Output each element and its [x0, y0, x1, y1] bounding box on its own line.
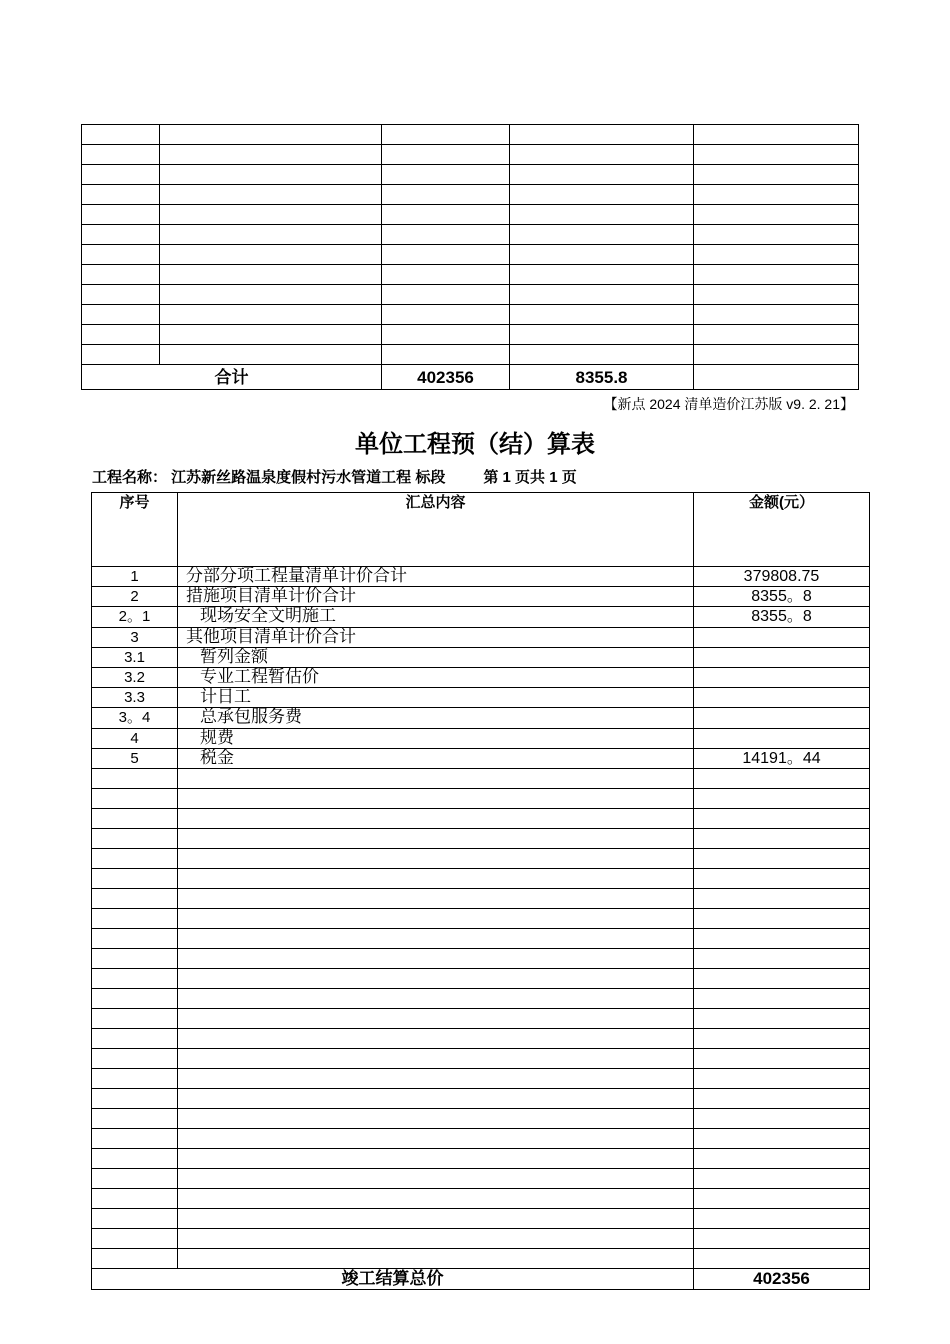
table-cell — [92, 1088, 178, 1108]
table-cell — [92, 908, 178, 928]
table-row — [92, 1188, 870, 1208]
table-cell — [694, 988, 870, 1008]
table-cell — [160, 245, 382, 265]
table-cell — [510, 285, 694, 305]
table-row — [82, 325, 859, 345]
table-cell — [382, 285, 510, 305]
table-cell — [382, 265, 510, 285]
table-row — [82, 185, 859, 205]
table-cell — [694, 145, 859, 165]
table-row — [92, 688, 870, 708]
table-cell — [694, 928, 870, 948]
table-cell — [178, 1248, 694, 1268]
table-cell — [178, 788, 694, 808]
table-cell — [510, 245, 694, 265]
table-cell — [178, 908, 694, 928]
table-row — [92, 888, 870, 908]
table-row — [92, 1028, 870, 1048]
grand-total-row — [92, 1268, 870, 1289]
row-no: 5 — [92, 748, 178, 768]
row-content: 分部分项工程量清单计价合计 — [178, 567, 694, 587]
table-cell — [178, 1068, 694, 1088]
row-content: 措施项目清单计价合计 — [178, 587, 694, 607]
table-cell — [382, 245, 510, 265]
table-cell — [92, 848, 178, 868]
table-cell — [160, 185, 382, 205]
table-cell — [694, 1008, 870, 1028]
table-row — [82, 345, 859, 365]
table-cell — [178, 928, 694, 948]
row-amount — [694, 627, 870, 647]
table-row — [82, 125, 859, 145]
table-row — [92, 828, 870, 848]
row-amount: 8355。8 — [694, 587, 870, 607]
table-row — [92, 1068, 870, 1088]
table-cell — [82, 345, 160, 365]
table-cell — [694, 908, 870, 928]
page-indicator: 第 1 页共 1 页 — [483, 469, 577, 486]
table-cell — [160, 285, 382, 305]
table-cell — [178, 1188, 694, 1208]
table-cell — [92, 1208, 178, 1228]
unit-project-table — [91, 492, 870, 1290]
table-cell — [178, 1168, 694, 1188]
table-cell — [92, 948, 178, 968]
table-cell — [82, 325, 160, 345]
row-amount: 8355。8 — [694, 607, 870, 627]
table-row — [92, 928, 870, 948]
table-cell — [694, 848, 870, 868]
table-cell — [694, 1228, 870, 1248]
table-cell — [92, 1028, 178, 1048]
table-cell — [382, 185, 510, 205]
table-row — [92, 708, 870, 728]
table-cell — [694, 265, 859, 285]
table-row — [92, 627, 870, 647]
table-cell — [92, 1108, 178, 1128]
table-row — [82, 245, 859, 265]
table-cell — [82, 165, 160, 185]
table-cell — [178, 1008, 694, 1028]
table-cell — [92, 808, 178, 828]
table-cell — [382, 325, 510, 345]
table-cell — [92, 1168, 178, 1188]
table-cell — [160, 145, 382, 165]
table-cell — [510, 145, 694, 165]
table-row — [92, 1248, 870, 1268]
table-cell — [382, 305, 510, 325]
total-empty-cell — [694, 365, 859, 390]
summary-table-top — [81, 124, 859, 390]
table-cell — [510, 345, 694, 365]
table-row — [92, 908, 870, 928]
table-cell — [92, 888, 178, 908]
table-cell — [160, 165, 382, 185]
table-cell — [382, 345, 510, 365]
table-cell — [510, 325, 694, 345]
row-content: 规费 — [178, 728, 694, 748]
table-cell — [92, 1248, 178, 1268]
row-content: 总承包服务费 — [178, 708, 694, 728]
table-cell — [694, 828, 870, 848]
table-cell — [694, 165, 859, 185]
table-cell — [92, 868, 178, 888]
row-amount — [694, 688, 870, 708]
table-row — [92, 728, 870, 748]
row-no: 3。4 — [92, 708, 178, 728]
row-no: 2 — [92, 587, 178, 607]
table-cell — [92, 928, 178, 948]
table-header-row — [92, 493, 870, 567]
row-content: 现场安全文明施工 — [178, 607, 694, 627]
total-row — [82, 365, 859, 390]
table-row — [92, 748, 870, 768]
table-cell — [178, 888, 694, 908]
table-cell — [178, 848, 694, 868]
table-row — [92, 1148, 870, 1168]
table-row — [92, 768, 870, 788]
table-cell — [82, 285, 160, 305]
table-cell — [160, 205, 382, 225]
table-cell — [510, 265, 694, 285]
row-amount — [694, 728, 870, 748]
row-amount: 14191。44 — [694, 748, 870, 768]
table-cell — [178, 968, 694, 988]
table-cell — [382, 145, 510, 165]
table-cell — [694, 1028, 870, 1048]
table-cell — [82, 225, 160, 245]
table-cell — [694, 205, 859, 225]
table-row — [82, 285, 859, 305]
row-amount — [694, 647, 870, 667]
table-row — [92, 587, 870, 607]
table-cell — [510, 205, 694, 225]
table-cell — [510, 185, 694, 205]
table-cell — [510, 165, 694, 185]
total-label: 合计 — [82, 365, 382, 390]
table-cell — [510, 225, 694, 245]
table-row — [92, 1008, 870, 1028]
table-row — [92, 788, 870, 808]
table-cell — [92, 1008, 178, 1028]
table-row — [82, 205, 859, 225]
table-cell — [92, 1148, 178, 1168]
table-cell — [178, 988, 694, 1008]
table-cell — [178, 1148, 694, 1168]
table-cell — [382, 225, 510, 245]
table-cell — [178, 1128, 694, 1148]
table-row — [92, 1168, 870, 1188]
table-cell — [82, 125, 160, 145]
table-cell — [382, 205, 510, 225]
table-cell — [178, 828, 694, 848]
table-row — [92, 868, 870, 888]
table-cell — [92, 768, 178, 788]
table-cell — [178, 948, 694, 968]
table-cell — [694, 345, 859, 365]
row-content: 暂列金额 — [178, 647, 694, 667]
table-cell — [82, 205, 160, 225]
table-cell — [178, 1228, 694, 1248]
grand-total-amount: 402356 — [694, 1268, 870, 1289]
row-amount — [694, 708, 870, 728]
table-cell — [92, 968, 178, 988]
table-row — [92, 1108, 870, 1128]
total-amount: 402356 — [382, 365, 510, 390]
table-row — [92, 848, 870, 868]
table-cell — [694, 185, 859, 205]
table-cell — [178, 1088, 694, 1108]
table-cell — [178, 808, 694, 828]
table-cell — [82, 185, 160, 205]
table-row — [82, 265, 859, 285]
unit-project-table-body — [92, 493, 870, 1290]
table-row — [92, 607, 870, 627]
table-row — [92, 1128, 870, 1148]
table-row — [92, 1228, 870, 1248]
table-cell — [694, 225, 859, 245]
table-cell — [178, 1208, 694, 1228]
table-cell — [178, 768, 694, 788]
table-cell — [92, 788, 178, 808]
row-no: 4 — [92, 728, 178, 748]
table-cell — [382, 165, 510, 185]
table-cell — [694, 1168, 870, 1188]
table-cell — [694, 1188, 870, 1208]
row-no: 3.1 — [92, 647, 178, 667]
table-row — [92, 567, 870, 587]
table-row — [92, 968, 870, 988]
row-amount — [694, 667, 870, 687]
table-cell — [160, 125, 382, 145]
header-amount: 金额(元） — [694, 493, 870, 567]
table-cell — [694, 948, 870, 968]
table-cell — [694, 1048, 870, 1068]
table-cell — [694, 1208, 870, 1228]
table-cell — [694, 968, 870, 988]
table-row — [92, 808, 870, 828]
table-cell — [92, 1068, 178, 1088]
page-title: 单位工程预（结）算表 — [355, 430, 595, 458]
row-no: 2。1 — [92, 607, 178, 627]
table-cell — [82, 305, 160, 325]
table-cell — [92, 1188, 178, 1208]
table-cell — [510, 125, 694, 145]
table-cell — [694, 305, 859, 325]
table-cell — [160, 345, 382, 365]
table-row — [82, 305, 859, 325]
row-no: 1 — [92, 567, 178, 587]
table-cell — [694, 868, 870, 888]
table-cell — [694, 245, 859, 265]
table-cell — [160, 225, 382, 245]
row-no: 3.2 — [92, 667, 178, 687]
grand-total-label: 竣工结算总价 — [92, 1268, 694, 1289]
table-cell — [178, 1028, 694, 1048]
table-cell — [82, 245, 160, 265]
row-content: 专业工程暂估价 — [178, 667, 694, 687]
table-cell — [694, 1088, 870, 1108]
header-content: 汇总内容 — [178, 493, 694, 567]
table-cell — [694, 325, 859, 345]
table-cell — [694, 808, 870, 828]
table-cell — [178, 868, 694, 888]
project-name: 工程名称： 江苏新丝路温泉度假村污水管道工程 标段 — [92, 469, 446, 486]
table-cell — [82, 265, 160, 285]
table-cell — [694, 1068, 870, 1088]
table-cell — [694, 888, 870, 908]
table-cell — [694, 125, 859, 145]
row-no: 3 — [92, 627, 178, 647]
table-cell — [510, 305, 694, 325]
table-cell — [694, 768, 870, 788]
table-cell — [160, 325, 382, 345]
table-row — [92, 667, 870, 687]
table-cell — [92, 1048, 178, 1068]
row-content: 税金 — [178, 748, 694, 768]
table-row — [82, 145, 859, 165]
table-row — [92, 948, 870, 968]
table-cell — [92, 1128, 178, 1148]
table-cell — [160, 265, 382, 285]
row-no: 3.3 — [92, 688, 178, 708]
table-cell — [178, 1048, 694, 1068]
table-row — [92, 1088, 870, 1108]
table-row — [92, 988, 870, 1008]
table-cell — [382, 125, 510, 145]
row-amount: 379808.75 — [694, 567, 870, 587]
table-cell — [92, 988, 178, 1008]
header-no: 序号 — [92, 493, 178, 567]
table-cell — [178, 1108, 694, 1128]
table-row — [92, 1208, 870, 1228]
table-row — [92, 647, 870, 667]
row-content: 计日工 — [178, 688, 694, 708]
table-cell — [694, 1148, 870, 1168]
table-cell — [694, 1248, 870, 1268]
software-note: 【新点 2024 清单造价江苏版 v9. 2. 21】 — [603, 396, 854, 412]
table-cell — [82, 145, 160, 165]
table-cell — [694, 788, 870, 808]
table-cell — [694, 285, 859, 305]
table-row — [82, 225, 859, 245]
summary-table-top-body — [82, 125, 859, 390]
table-row — [92, 1048, 870, 1068]
row-content: 其他项目清单计价合计 — [178, 627, 694, 647]
project-info-line — [92, 466, 577, 487]
total-measures: 8355.8 — [510, 365, 694, 390]
table-row — [82, 165, 859, 185]
table-cell — [92, 828, 178, 848]
table-cell — [694, 1128, 870, 1148]
table-cell — [160, 305, 382, 325]
table-cell — [92, 1228, 178, 1248]
table-cell — [694, 1108, 870, 1128]
